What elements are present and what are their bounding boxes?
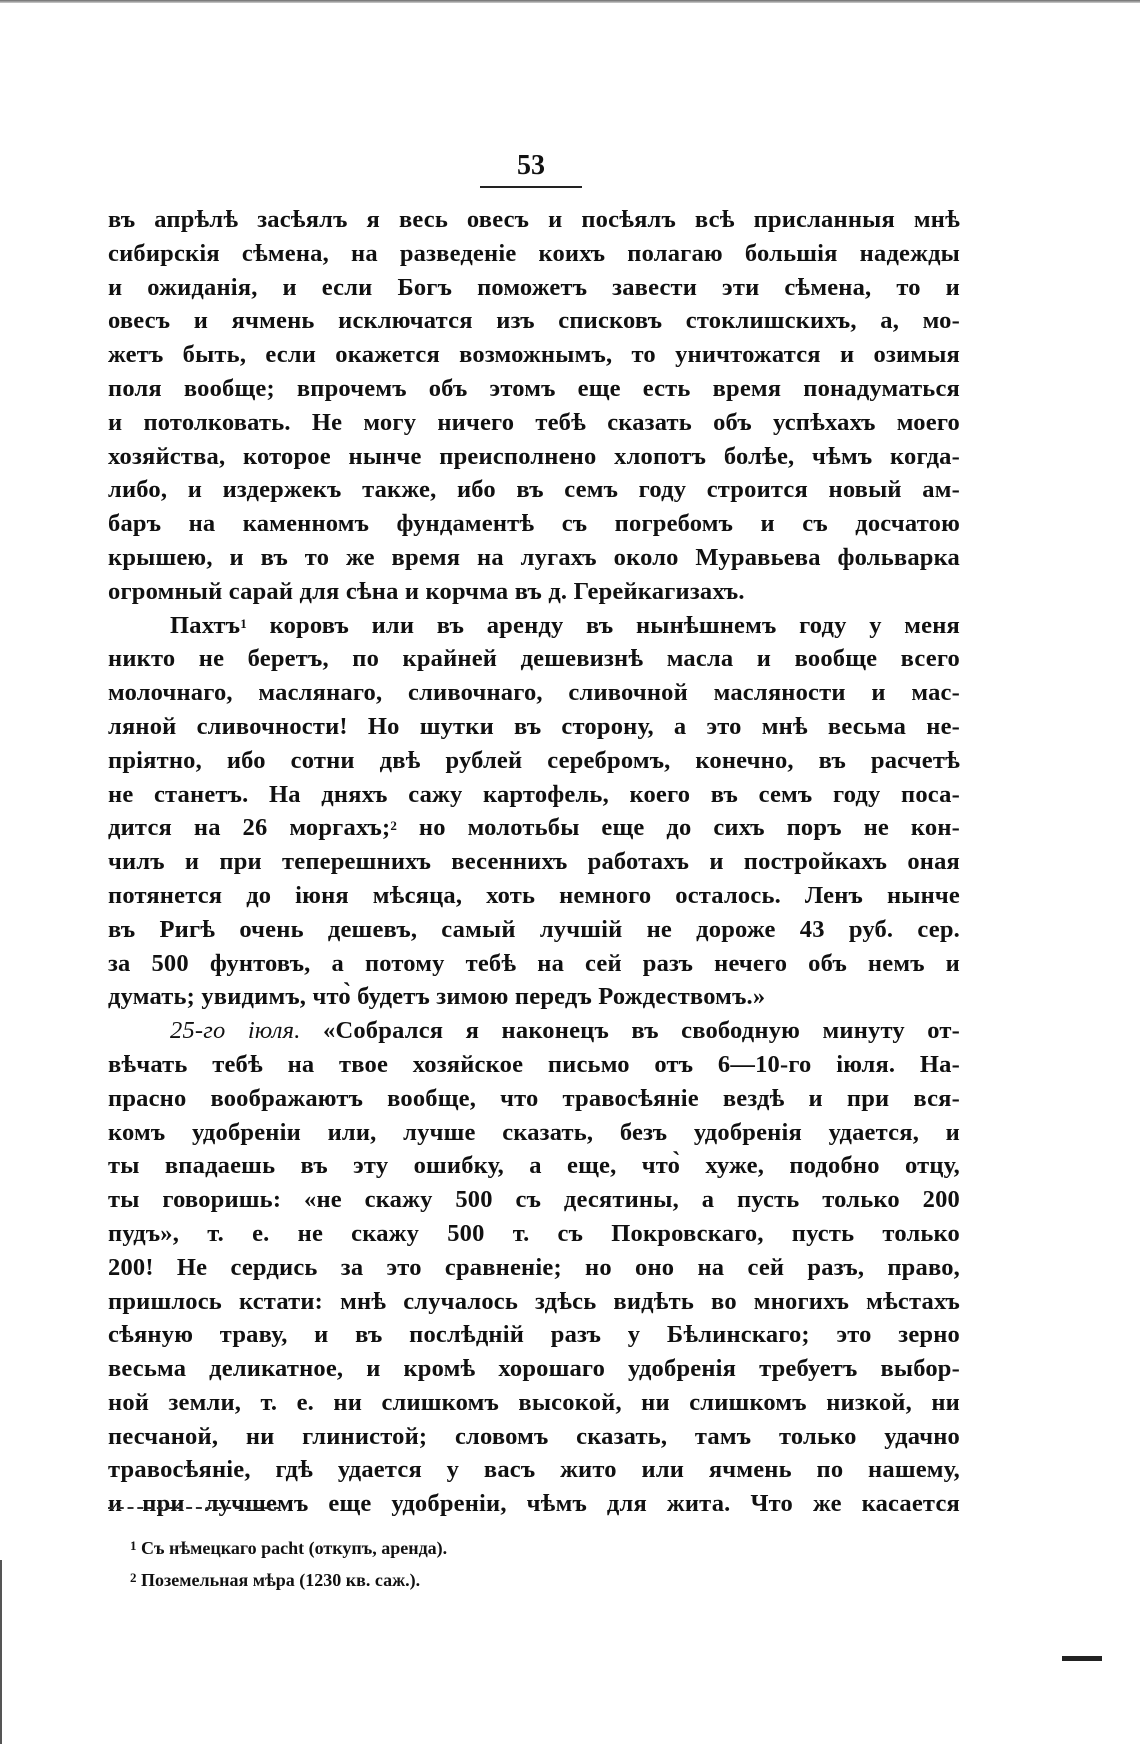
text-line [108,1386,960,1420]
line-text: чилъ и при теперешнихъ весеннихъ работахъ и постройкахъ оная [108,848,960,876]
text-line [108,1217,960,1251]
text-line [108,507,960,541]
line-text: комъ удобреніи или, лучше сказать, безъ удобренія удается, и [108,1118,960,1146]
line-text: никто не беретъ, по крайней дешевизнѣ масла и вообще всего [108,645,960,673]
text-line [108,1251,960,1285]
line-text: и при лучшемъ еще удобреніи, чѣмъ для жита. Что же касается [108,1490,960,1518]
footnote-marker: 2 [390,818,398,834]
text-line [108,1014,960,1048]
line-text: «Собрался я наконецъ въ свободную минуту от- [300,1017,960,1045]
text-line [108,1318,960,1352]
line-text: пріятно, ибо сотни двѣ рублей серебромъ, конечно, въ расчетѣ [108,746,960,774]
line-text: думать; увидимъ, что̀ будетъ зимою передъ Рождествомъ.» [108,983,766,1011]
text-line [108,609,960,643]
line-text: овесъ и ячмень исключатся изъ списковъ стоклишскихъ, а, мо- [108,307,960,335]
footnote-rule [108,1507,280,1509]
text-line [108,575,960,609]
body-text [108,203,960,1521]
text-line [108,1420,960,1454]
line-text: потянется до іюня мѣсяца, хоть немного осталось. Ленъ нынче [108,881,960,909]
line-text: крышею, и въ то же время на лугахъ около Муравьева фольварка [108,543,960,571]
text-line [108,710,960,744]
text-line [108,845,960,879]
line-text: ной земли, т. е. ни слишкомъ высокой, ни слишкомъ низкой, ни [108,1388,960,1416]
line-text: прасно воображаютъ вообще, что травосѣяніе вездѣ и при вся- [108,1084,960,1112]
footnote-text: Поземельная мѣра (1230 кв. саж.). [136,1570,421,1590]
footnote-text: Съ нѣмецкаго pacht (откупъ, аренда). [136,1538,448,1558]
text-line [108,947,960,981]
line-text: сѣяную траву, и въ послѣдній разъ у Бѣлинскаго; это зерно [108,1321,960,1349]
text-line [108,1149,960,1183]
footnote-number: 2 [130,1570,137,1585]
line-text: песчаной, ни глинистой; словомъ сказать, тамъ только удачно [108,1422,960,1450]
footnote-marker: 1 [240,615,247,631]
footnote-number: 1 [130,1538,137,1553]
line-text: но молотьбы еще до сихъ поръ не кон- [397,814,960,842]
text-line [108,913,960,947]
text-line [108,271,960,305]
line-text: ты впадаешь въ эту ошибку, а еще, что̀ хуже, подобно отцу, [108,1152,960,1180]
line-text: весьма деликатное, и кромѣ хорошаго удобренія требуетъ выбор- [108,1355,960,1383]
date-heading: 25-го іюля. [170,1017,301,1045]
text-line [108,304,960,338]
line-text: баръ на каменномъ фундаментѣ съ погребомъ и съ досчатою [108,510,960,538]
text-line [108,1285,960,1319]
line-text: ты говоришь: «не скажу 500 съ десятины, а пусть только 200 [108,1186,960,1214]
line-text: либо, и издержекъ также, ибо въ семъ году строится новый ам- [108,476,960,504]
text-line [108,1487,960,1521]
line-text: молочнаго, маслянаго, сливочнаго, сливочной масляности и мас- [108,679,960,707]
text-line [108,338,960,372]
line-text: коровъ или въ аренду въ нынѣшнемъ году у меня [246,611,960,639]
line-text: не станетъ. На дняхъ сажу картофель, коего въ семъ году поса- [108,780,960,808]
line-text: огромный сарай для сѣна и корчма въ д. Герейкагизахъ. [108,577,745,605]
footnotes [130,1532,730,1596]
text-line [108,203,960,237]
line-text: пришлось кстати: мнѣ случалось здѣсь видѣть во многихъ мѣстахъ [108,1287,960,1315]
text-line [108,642,960,676]
line-text: жетъ быть, если окажется возможнымъ, то уничтожатся и озимыя [108,341,960,369]
line-lead: дится на 26 моргахъ; [108,814,391,842]
line-text: сибирскія сѣмена, на разведеніе коихъ полагаю большія надежды [108,239,960,267]
page-number: 53 [480,150,582,188]
text-line [108,1352,960,1386]
line-text: и ожиданія, и если Богъ поможетъ завести эти сѣмена, то и [108,273,960,301]
line-text: и потолковать. Не могу ничего тебѣ сказать объ успѣхахъ моего [108,408,960,436]
text-line [108,744,960,778]
text-line [108,676,960,710]
text-line [108,406,960,440]
line-lead: Пахтъ [170,611,241,639]
line-text: хозяйства, которое нынче преисполнено хлопотъ болѣе, чѣмъ когда- [108,442,960,470]
line-text: пудъ», т. е. не скажу 500 т. съ Покровскаго, пусть только [108,1219,960,1247]
line-text: въ Ригѣ очень дешевъ, самый лучшій не дороже 43 руб. сер. [108,915,960,943]
text-line [108,778,960,812]
text-line [108,237,960,271]
line-text: въ апрѣлѣ засѣялъ я весь овесъ и посѣялъ всѣ присланныя мнѣ [108,206,960,233]
line-text: поля вообще; впрочемъ объ этомъ еще есть время понадуматься [108,374,960,402]
text-line [108,1082,960,1116]
text-line [108,980,960,1014]
line-text: 200! Не сердись за это сравненіе; но оно на сей разъ, право, [108,1253,960,1281]
line-text: ляной сливочности! Но шутки въ сторону, а это мнѣ весьма не- [108,712,960,740]
footnote [130,1564,730,1596]
line-text: за 500 фунтовъ, а потому тебѣ на сей разъ нечего объ немъ и [108,949,960,977]
footnote [130,1532,730,1564]
text-line [108,1048,960,1082]
text-line [108,811,960,845]
text-line [108,1183,960,1217]
text-line [108,473,960,507]
text-line [108,372,960,406]
text-line [108,1116,960,1150]
scan-top-edge [0,0,1140,3]
text-line [108,541,960,575]
text-line [108,879,960,913]
text-line [108,440,960,474]
text-line [108,1453,960,1487]
line-text: вѣчать тебѣ на твое хозяйское письмо отъ 6—10-го іюля. На- [108,1050,960,1078]
line-text: травосѣяніе, гдѣ удается у васъ жито или ячмень по нашему, [108,1456,960,1484]
scan-left-edge [0,1560,2,1744]
scan-margin-mark [1062,1656,1102,1661]
